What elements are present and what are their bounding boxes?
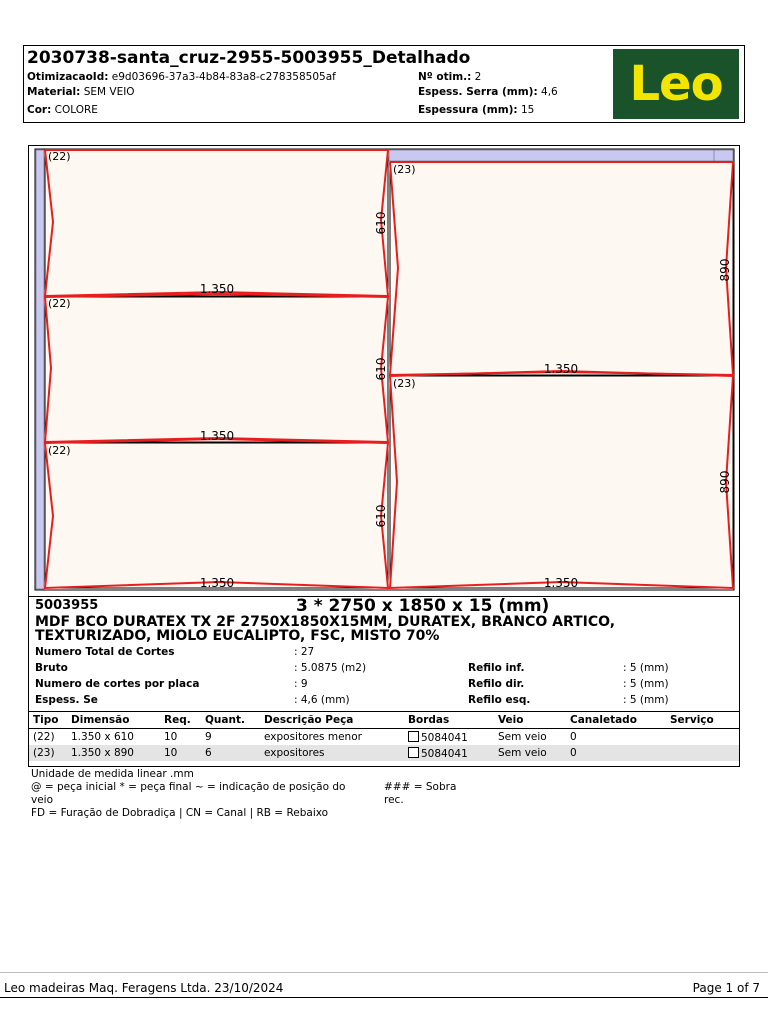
piece-tag-left-3: (22) — [48, 444, 71, 457]
cor-value: COLORE — [54, 104, 98, 116]
height-label-right-1: 890 — [718, 258, 732, 282]
otimizacao-value: e9d03696-37a3-4b84-83a8-c278358505af — [111, 71, 336, 83]
refilo-esq-label: Refilo esq. — [468, 694, 531, 706]
legend-markers: @ = peça inicial * = peça final ~ = indicação de posição do veio — [31, 781, 346, 806]
cell-bordas — [404, 745, 494, 761]
borda-checkbox-icon — [408, 731, 419, 742]
legend-sobra: ### = Sobra rec. — [384, 781, 457, 806]
cell-servico — [666, 729, 739, 746]
piece-left-2 — [45, 297, 388, 442]
col-header-servico: Serviço — [670, 714, 714, 726]
piece-left-3 — [45, 443, 388, 588]
table-row — [29, 729, 739, 746]
serra-row — [418, 86, 558, 98]
footer-top-rule — [0, 972, 768, 973]
refilo-esq-value: : 5 (mm) — [623, 694, 669, 706]
cortes-placa-label: Numero de cortes por placa — [35, 678, 200, 690]
piece-right-1 — [390, 162, 733, 375]
col-header-quant: Quant. — [205, 714, 245, 726]
cell-dimensao: 1.350 x 610 — [71, 731, 134, 743]
col-header-canaletado: Canaletado — [570, 714, 637, 726]
refilo-inf-label: Refilo inf. — [468, 662, 525, 674]
piece-left-1 — [45, 150, 388, 296]
refilo-inf-value: : 5 (mm) — [623, 662, 669, 674]
cell-req: 10 — [164, 731, 178, 743]
cell-bordas-code: 5084041 — [421, 747, 468, 760]
leo-logo-text: Leo — [629, 56, 723, 112]
leo-logo — [613, 49, 739, 119]
cell-bordas — [404, 729, 494, 746]
cell-descricao: expositores — [260, 745, 404, 761]
table-header-row — [29, 712, 739, 729]
piece-right-2 — [390, 376, 733, 588]
espess-se-label: Espess. Se — [35, 694, 98, 706]
n-otim-label: Nº otim.: — [418, 71, 472, 83]
col-header-dimensao: Dimensão — [71, 714, 130, 726]
cell-req: 10 — [160, 745, 201, 761]
cell-quant: 9 — [205, 731, 212, 743]
piece-tag-right-2: (23) — [393, 377, 416, 390]
footer-bottom-rule — [0, 997, 768, 998]
material-value: SEM VEIO — [83, 86, 135, 98]
total-cortes-value: : 27 — [294, 646, 315, 658]
bruto-label: Bruto — [35, 662, 68, 674]
piece-tag-left-1: (22) — [48, 150, 71, 163]
width-label-right-2: 1.350 — [543, 576, 579, 590]
otimizacao-row — [27, 71, 336, 83]
height-label-right-2: 890 — [718, 470, 732, 494]
espessura-row — [418, 104, 534, 116]
material-label: Material: — [27, 86, 81, 98]
piece-tag-right-1: (23) — [393, 163, 416, 176]
parts-table — [29, 712, 739, 761]
otimizacao-label: OtimizacaoId: — [27, 71, 109, 83]
cell-canaletado: 0 — [566, 745, 666, 761]
cell-veio: Sem veio — [494, 745, 566, 761]
cell-tipo: (22) — [33, 731, 55, 743]
width-label-right-1: 1.350 — [543, 362, 579, 376]
espessura-label: Espessura (mm): — [418, 104, 518, 116]
table-row — [29, 745, 739, 761]
refilo-dir-label: Refilo dir. — [468, 678, 525, 690]
col-header-veio: Veio — [498, 714, 524, 726]
serra-value: 4,6 — [541, 86, 558, 98]
cor-label: Cor: — [27, 104, 52, 116]
total-cortes-label: Numero Total de Cortes — [35, 646, 175, 658]
cell-canaletado: 0 — [570, 731, 577, 743]
cell-bordas-code: 5084041 — [421, 731, 468, 744]
cutting-plan-box — [28, 145, 740, 767]
espess-se-value: : 4,6 (mm) — [294, 694, 350, 706]
n-otim-row — [418, 71, 481, 83]
footer-page-number: Page 1 of 7 — [692, 981, 760, 995]
height-label-left-3: 610 — [374, 504, 388, 528]
cell-veio: Sem veio — [498, 731, 547, 743]
legend-unit: Unidade de medida linear .mm — [31, 768, 194, 780]
legend-codes: FD = Furação de Dobradiça | CN = Canal | RB = Rebaixo — [31, 807, 329, 819]
espessura-value: 15 — [520, 104, 535, 116]
borda-checkbox-icon — [408, 747, 419, 758]
cutting-diagram — [29, 146, 739, 594]
waste-strip-left — [36, 150, 44, 589]
serra-label: Espess. Serra (mm): — [418, 86, 538, 98]
cortes-placa-value: : 9 — [294, 678, 308, 690]
cell-descricao: expositores menor — [264, 731, 362, 743]
cell-dimensao: 1.350 x 890 — [67, 745, 160, 761]
document-title: 2030738-santa_cruz-2955-5003955_Detalhado — [27, 48, 471, 68]
col-header-descricao: Descrição Peça — [264, 714, 354, 726]
cell-quant: 6 — [201, 745, 260, 761]
width-label-left-3: 1.350 — [199, 576, 235, 590]
refilo-dir-value: : 5 (mm) — [623, 678, 669, 690]
n-otim-value: 2 — [474, 71, 482, 83]
cell-tipo: (23) — [29, 745, 67, 761]
height-label-left-1: 610 — [374, 211, 388, 235]
bruto-value: : 5.0875 (m2) — [294, 662, 367, 674]
material-row — [27, 86, 135, 98]
col-header-req: Req. — [164, 714, 191, 726]
footer-company: Leo madeiras Maq. Feragens Ltda. 23/10/2024 — [4, 981, 284, 995]
width-label-left-2: 1.350 — [199, 429, 235, 443]
width-label-left-1: 1.350 — [199, 282, 235, 296]
waste-strip-top-right — [389, 150, 733, 161]
cor-row — [27, 104, 98, 116]
material-code: 5003955 — [35, 598, 99, 613]
height-label-left-2: 610 — [374, 357, 388, 381]
col-header-tipo: Tipo — [33, 714, 59, 726]
material-description: MDF BCO DURATEX TX 2F 2750X1850X15MM, DURATEX, BRANCO ARTICO, TEXTURIZADO, MIOLO EUCALIPTO, FSC, MISTO 70% — [35, 614, 616, 644]
piece-tag-left-2: (22) — [48, 297, 71, 310]
sheet-formula: 3 * 2750 x 1850 x 15 (mm) — [296, 596, 550, 616]
col-header-bordas: Bordas — [408, 714, 450, 726]
cell-servico — [666, 745, 739, 761]
document-header — [23, 45, 745, 123]
